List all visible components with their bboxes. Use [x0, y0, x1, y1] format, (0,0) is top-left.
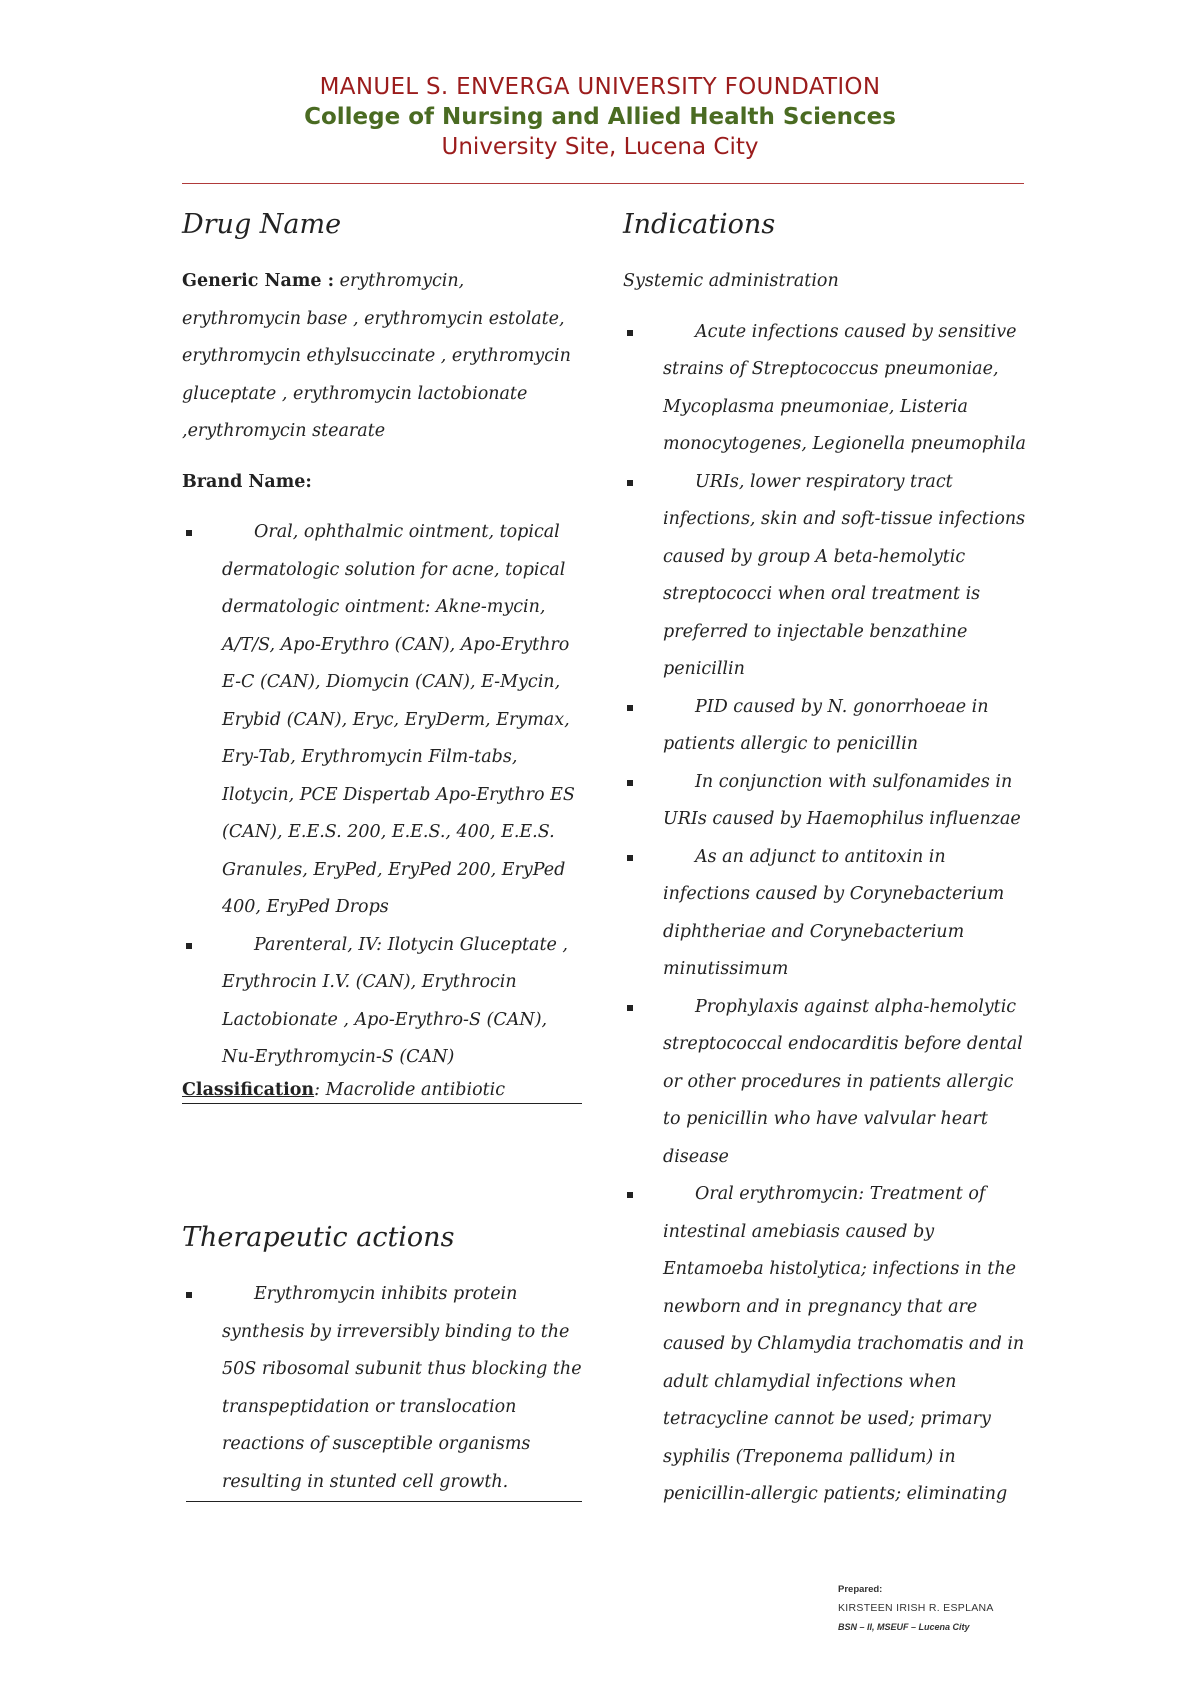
- indication-item-text: URIs, lower respiratory tract infections, skin and soft-tissue infections caused by group A beta-hemolytic streptococci when oral treatment is preferred to injectable benzathine penicillin: [663, 471, 1026, 679]
- therapeutic-actions-title: Therapeutic actions: [182, 1222, 455, 1253]
- therapeutic-item: [182, 1276, 582, 1501]
- header-divider: [182, 183, 1024, 184]
- indication-item: [623, 464, 1033, 689]
- document-header: [0, 72, 1200, 162]
- indication-item-text: PID caused by N. gonorrhoeae in patients allergic to penicillin: [663, 696, 989, 754]
- indication-item-text: Acute infections caused by sensitive strains of Streptococcus pneumoniae, Mycoplasma pneumoniae, Listeria monocytogenes, Legionella pneumophila: [663, 321, 1026, 454]
- brand-list: [182, 514, 582, 1077]
- brand-item: [182, 514, 582, 927]
- preparer-name: KIRSTEEN IRISH R. ESPLANA: [838, 1602, 994, 1614]
- preparer-affiliation: BSN – II, MSEUF – Lucena City: [838, 1622, 970, 1632]
- college-name: College of Nursing and Allied Health Sciences: [304, 104, 896, 130]
- university-name: MANUEL S. ENVERGA UNIVERSITY FOUNDATION: [319, 74, 881, 100]
- therapeutic-item-text: Erythromycin inhibits protein synthesis by irreversibly binding to the 50S ribosomal subunit thus blocking the transpeptidation or translocation reactions of susceptible organisms resulting in stunted cell growth.: [222, 1284, 582, 1492]
- brand-item-text: Parenteral, IV: Ilotycin Gluceptate , Erythrocin I.V. (CAN), Erythrocin Lactobionate , Apo-Erythro-S (CAN), Nu-Erythromycin-S (CAN): [222, 934, 568, 1067]
- therapeutic-divider: [186, 1501, 582, 1502]
- indications-section: [623, 205, 1033, 1514]
- bullet-icon: [186, 530, 192, 536]
- indication-item: [623, 314, 1033, 464]
- generic-name-value: erythromycin, erythromycin base , erythromycin estolate, erythromycin ethylsuccinate , erythromycin gluceptate , erythromycin lactobionate ,erythromycin stearate: [182, 271, 571, 441]
- prepared-by: [838, 1583, 994, 1635]
- drug-name-title: Drug Name: [182, 209, 342, 240]
- bullet-icon: [627, 780, 633, 786]
- indications-title: Indications: [623, 209, 776, 240]
- therapeutic-list: [182, 1276, 582, 1501]
- drug-name-section: [182, 205, 582, 1104]
- classification-value: : Macrolide antibiotic: [314, 1079, 506, 1100]
- indication-item-text: Prophylaxis against alpha-hemolytic streptococcal endocarditis before dental or other procedures in patients allergic to penicillin who have valvular heart disease: [663, 996, 1023, 1167]
- indication-item: [623, 839, 1033, 989]
- therapeutic-actions-section: [182, 1218, 582, 1501]
- indication-item: [623, 1176, 1033, 1514]
- indication-item: [623, 764, 1033, 839]
- prepared-label: Prepared:: [838, 1584, 883, 1595]
- indication-item: [623, 689, 1033, 764]
- bullet-icon: [186, 1292, 192, 1298]
- brand-name-label: Brand Name:: [182, 471, 312, 492]
- generic-name-label: Generic Name :: [182, 271, 335, 291]
- bullet-icon: [627, 705, 633, 711]
- classification: [182, 1077, 582, 1104]
- university-site: University Site, Lucena City: [441, 134, 759, 160]
- indication-item: [623, 989, 1033, 1177]
- classification-label: Classification: [182, 1079, 315, 1100]
- brand-item: [182, 927, 582, 1077]
- indications-subtitle: Systemic administration: [623, 271, 839, 291]
- brand-item-text: Oral, ophthalmic ointment, topical dermatologic solution for acne, topical dermatologic ointment: Akne-mycin, A/T/S, Apo-Erythro (CAN), Apo-Erythro E-C (CAN), Diomycin (CAN), E-Mycin, Erybid (CAN), Eryc, EryDerm, Erymax, Ery-Tab, Erythromycin Film-tabs, Ilotycin, PCE Dispertab Apo-Erythro ES (CAN), E.E.S. 200, E.E.S., 400, E.E.S. Granules, EryPed, EryPed 200, EryPed 400, EryPed Drops: [222, 522, 575, 917]
- indication-item-text: As an adjunct to antitoxin in infections caused by Corynebacterium diphtheriae and Corynebacterium minutissimum: [663, 846, 1005, 979]
- bullet-icon: [627, 1192, 633, 1198]
- indication-item-text: In conjunction with sulfonamides in URIs caused by Haemophilus influenzae: [663, 771, 1021, 829]
- bullet-icon: [627, 1005, 633, 1011]
- bullet-icon: [186, 943, 192, 949]
- indication-item-text: Oral erythromycin: Treatment of intestinal amebiasis caused by Entamoeba histolytica; infections in the newborn and in pregnancy that are caused by Chlamydia trachomatis and in adult chlamydial infections when tetracycline cannot be used; primary syphilis (Treponema pallidum) in penicillin-allergic patients; eliminating: [663, 1184, 1025, 1504]
- bullet-icon: [627, 855, 633, 861]
- indications-list: [623, 314, 1033, 1514]
- generic-name: [182, 263, 582, 451]
- bullet-icon: [627, 480, 633, 486]
- bullet-icon: [627, 330, 633, 336]
